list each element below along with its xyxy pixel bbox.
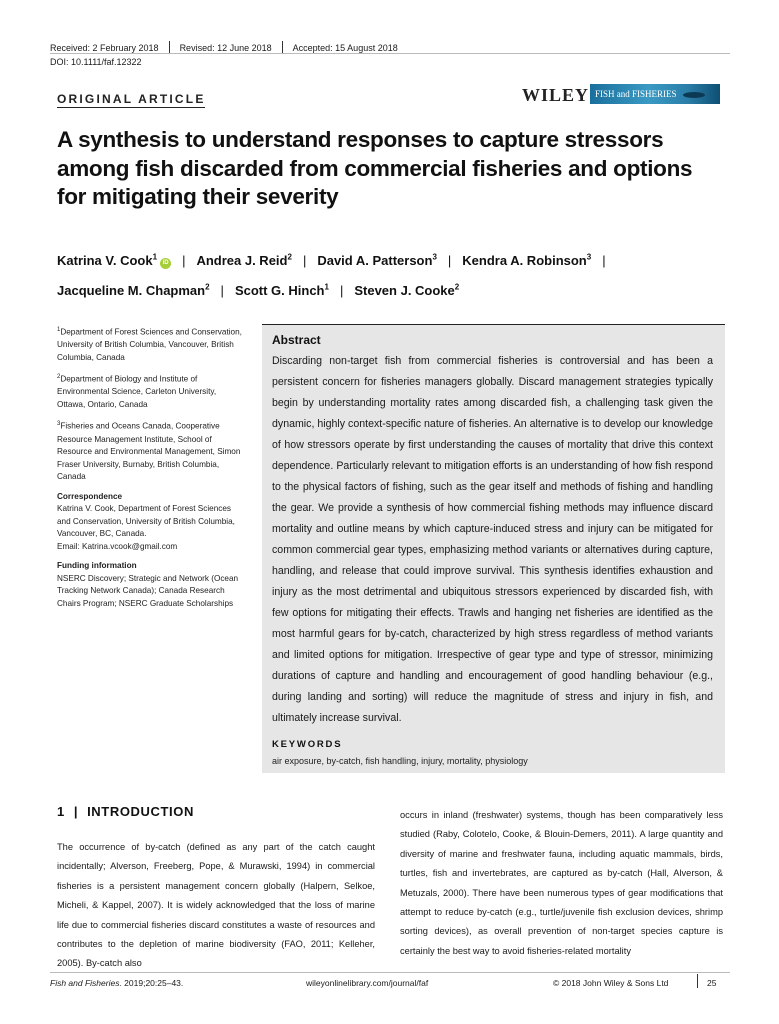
article-title: A synthesis to understand responses to capture stressors among fish discarded from commercial fisheries and options for mitigating their severity xyxy=(57,127,693,209)
abstract-text: Discarding non-target fish from commercial fisheries is controversial and has been a persistent concern for fisheries managers globally. Discard management strategies typically begin by understanding mortality rates among discarded fish, a challenging task given the dynamic, highly context-specific nature of fisheries. An alternative is to develop our knowledge of how stressors operate by first understanding the causes of mortality that drive this context dependence. Particularly relevant to mitigation efforts is an understanding of how fish respond to the physical factors of fishing, such as the gear itself and methods of fishing and handling the gear. We provide a synthesis of how commercial fishing methods may influence discard mortality and outline means by which capture-induced stress and injury can be mitigated for common commercial gear types, emphasizing method variants or alternatives during capture, handling, and release that could improve survival. This synthesis identifies exhaustion and injury as the most detrimental and ubiquitous stressors experienced by discarded fish, with few options for mitigating their effects. Trawls and hanging net fisheries are identified as the most harmful gears for by-catch, characterized by high stress regardless of method variants and limited options for mitigation. Irrespective of gear type and type of stressor, minimizing durations of capture and handling and encouragement of good handling behaviour (e.g., during landing and sorting) will reduce the magnitude of stress and injury in fish, and ultimately increase survival. xyxy=(272,355,713,724)
email-link[interactable]: Email: Katrina.vcook@gmail.com xyxy=(57,541,178,551)
page-number: 25 xyxy=(707,978,717,988)
affiliation: $^3$Fisheries and Oceans Canada, Cooperative Resource Management Institute, School of Resource and Environmental Management, Simon Fraser University, Burnaby, British Columbia, Canada xyxy=(57,421,241,482)
affiliation: $^2$Department of Biology and Institute of Environmental Science, Carleton University, Ottawa, Ontario, Canada xyxy=(57,374,217,409)
fish-icon xyxy=(683,92,705,98)
funding: Funding information NSERC Discovery; Strategic and Network (Ocean Tracking Network Canada); Canada Research Chairs Program; NSERC Graduate Scholarships xyxy=(57,561,239,608)
funding-heading: Funding information xyxy=(57,561,137,571)
journal-banner xyxy=(590,84,720,104)
received-date: Received: 2 February 2018 xyxy=(50,43,159,53)
accepted-date: Accepted: 15 August 2018 xyxy=(292,43,398,53)
correspondence: Correspondence Katrina V. Cook, Department of Forest Sciences and Conservation, University of British Columbia, Vancouver, BC, Canada. Email: Katrina.vcook@gmail.com xyxy=(57,491,235,551)
author[interactable]: Scott G. Hinch$^1$ xyxy=(234,282,329,298)
footer-url[interactable]: wileyonlinelibrary.com/journal/faf xyxy=(306,978,429,988)
author[interactable]: Katrina V. Cook$^1$ xyxy=(57,253,158,269)
correspondence-heading: Correspondence xyxy=(57,491,123,501)
doi[interactable]: DOI: 10.1111/faf.12322 xyxy=(50,57,142,67)
author-list: Katrina V. Cook$^1$iD | Andrea J. Reid$^2$ | David A. Patterson$^3$ | Kendra A. Robinson$^3$ | Jacqueline M. Chapman$^2$ | Scott G. Hinch$^1$ | Steven J. Cooke$^2$ xyxy=(57,253,606,298)
author[interactable]: Kendra A. Robinson$^3$ xyxy=(462,253,592,269)
orcid-icon[interactable]: iD xyxy=(160,258,171,269)
revised-date: Revised: 12 June 2018 xyxy=(179,43,272,53)
affiliations-sidebar xyxy=(57,324,242,617)
affiliation: $^1$Department of Forest Sciences and Conservation, University of British Columbia, Vancouver, British Columbia, Canada xyxy=(57,327,242,362)
header-rule xyxy=(50,53,730,54)
journal-banner-text: FISH and FISHERIES xyxy=(595,89,677,99)
article-type: ORIGINAL ARTICLE xyxy=(57,92,206,106)
abstract-heading: Abstract xyxy=(272,333,321,347)
body-column-right: occurs in inland (freshwater) systems, though has been comparatively less studied (Raby, Colotelo, Cooke, & Blouin-Demers, 2011). A large quantity and diversity of marine and freshwater fauna, including aquatic mammals, birds, turtles, fish and invertebrates, are captured as by-catch (Hall, Alverson, & Metuzals, 2000). There have been numerous types of gear modifications that attempt to reduce by-catch (e.g., turtle/juvenile fish exclusion devices, shrimp sorting devices), as overall prevention of non-target species capture is certainly the best way to avoid fisheries-related mortality xyxy=(400,810,723,956)
author[interactable]: Jacqueline M. Chapman$^2$ xyxy=(57,282,210,298)
author[interactable]: Steven J. Cooke$^2$ xyxy=(354,282,460,298)
footer-citation: Fish and Fisheries. 2019;20:25–43. xyxy=(50,978,184,988)
publisher-logo: WILEY xyxy=(522,85,590,105)
footer-rule xyxy=(50,972,730,973)
keywords-heading: KEYWORDS xyxy=(272,739,343,750)
article-type-underline xyxy=(57,107,205,108)
footer-copyright: © 2018 John Wiley & Sons Ltd xyxy=(553,978,669,988)
body-column-left: The occurrence of by-catch (defined as any part of the catch caught incidentally; Alverson, Freeberg, Pope, & Murawski, 1994) in commercial fisheries is a persistent management concern globally (Halpern, Selkoe, Micheli, & Kappel, 2007). It is widely acknowledged that the loss of marine life due to commercial fisheries discard constitutes a waste of resources and contributes to the depletion of marine biodiversity (FAO, 2011; Kelleher, 2005). By-catch also xyxy=(57,842,375,969)
keywords-text: air exposure, by-catch, fish handling, injury, mortality, physiology xyxy=(272,756,528,766)
author[interactable]: David A. Patterson$^3$ xyxy=(317,253,437,269)
author[interactable]: Andrea J. Reid$^2$ xyxy=(196,253,292,269)
divider xyxy=(697,974,698,988)
section-heading: 1 | INTRODUCTION xyxy=(57,804,194,819)
